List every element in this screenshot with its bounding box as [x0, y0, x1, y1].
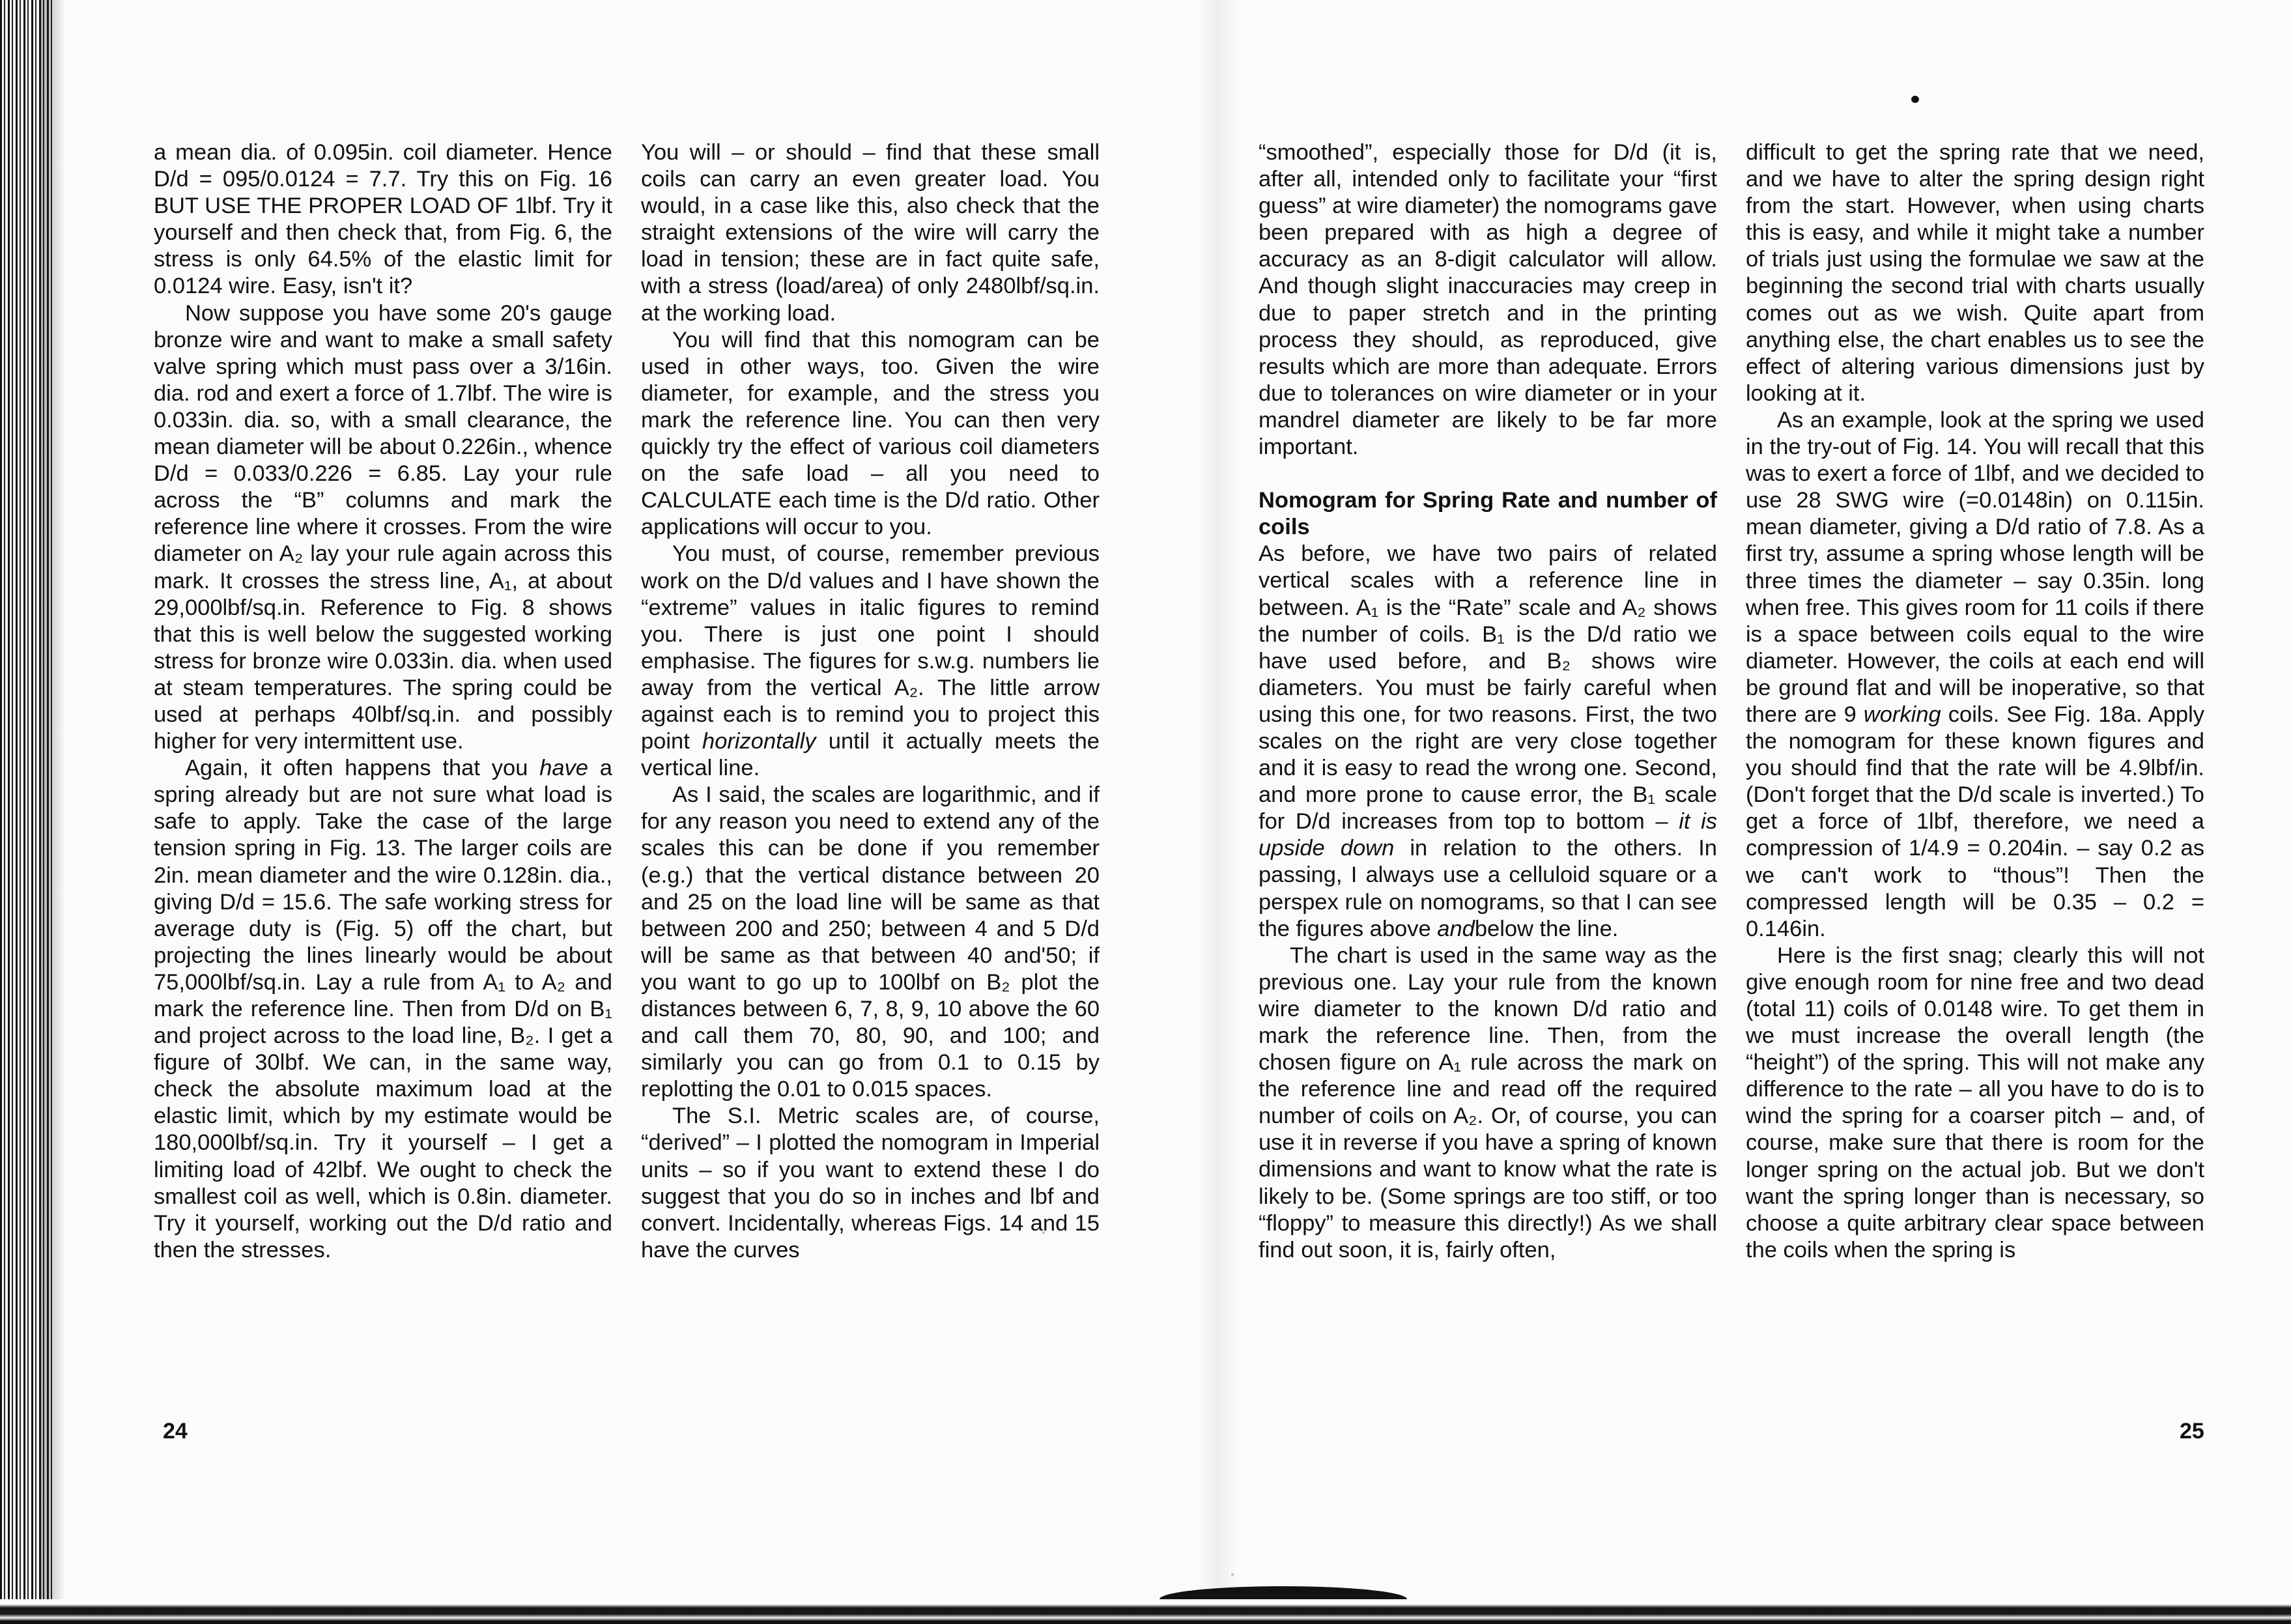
- text-run: As an example, look at the spring we used in the try-out of Fig. 14. You will recall that this was to exert a force of 1lbf, and we decided to use 28 SWG wire (=0.0148in) on 0.115in. mean diameter, giving a D/d ratio of 7.8. As a first try, assume a spring whose length will be three times the diameter – say 0.35in. long when free. This gives room for 11 coils if there is a space between coils equal to the wire diameter. However, the coils at each end will be ground flat and will be inoperative, so that there are 9: [1746, 407, 2204, 727]
- text-run: below the line.: [1474, 916, 1619, 941]
- text-run: You must, of course, remember previous work on the D/d values and I have shown the “extreme” values in italic figures to remind you. There is just one point I should emphasise. The figures for s.w.g. numbers lie away from the vertical A₂. The little arrow against each is to remind you to project this point: [641, 541, 1100, 754]
- italic-text: horizontally: [702, 729, 816, 754]
- ink-dot: [1911, 96, 1919, 103]
- text-run: a spring already but are not sure what load is safe to apply. Take the case of the large tension spring in Fig. 13. The larger coils are 2in. mean diameter and the wire 0.128in. dia., giving D/d = 15.6. The safe working stress for average duty is (Fig. 5) off the chart, but projecting the lines linearly would be about 75,000lbf/sq.in. Lay a rule from A₁ to A₂ and mark the reference line. Then from D/d on B₁ and project across to the load line, B₂. I get a figure of 30lbf. We can, in the same way, check the absolute maximum load at the elastic limit, which by my estimate would be 180,000lbf/sq.in. Try it yourself – I get a limiting load of 42lbf. We ought to check the smallest coil as well, which is 0.8in. diameter. Try it yourself, working out the D/d ratio and then the stresses.: [154, 756, 612, 1262]
- paragraph: “smoothed”, especially those for D/d (it is, after all, intended only to facilitate your “first guess” at wire diameter) the nomograms gave been prepared with as high a degree of accuracy as an 8-digit calculator will allow. And though slight inaccuracies may creep in due to paper stretch and in the printing process they should, as reproduced, give results which are more than adequate. Errors due to tolerances on wire diameter or in your mandrel diameter are likely to be far more important.: [1259, 140, 1717, 460]
- text-run: in relation to the others. In passing, I always use a celluloid square or a perspex rule on nomograms, so that I can see the figures above: [1259, 836, 1717, 941]
- paragraph: [641, 541, 1100, 782]
- italic-text: and: [1437, 916, 1475, 941]
- right-page-column-2: [1746, 139, 2204, 1264]
- paragraph: [154, 755, 612, 1264]
- left-page-column-1: [154, 139, 612, 1264]
- paragraph: As I said, the scales are logarithmic, and if for any reason you need to extend any of the scales this can be done if you remember (e.g.) that the vertical distance between 20 and 25 on the load line will be same as that between 200 and 250; between 4 and 5 D/d will be same as that between 40 and'50; if you want to go up to 100lbf on B₂ plot the distances between 6, 7, 8, 9, 10 above the 60 and call them 70, 80, 90, and 100; and similarly you can go from 0.1 to 0.15 by replotting the 0.01 to 0.015 spaces.: [641, 782, 1100, 1102]
- book-bottom-edge: [0, 1599, 2291, 1624]
- paragraph: Now suppose you have some 20's gauge bronze wire and want to make a small safety valve spring which must pass over a 3/16in. dia. rod and exert a force of 1.7lbf. The wire is 0.033in. dia. so, with a small clearance, the mean diameter will be about 0.226in., whence D/d = 0.033/0.226 = 6.85. Lay your rule across the “B” columns and mark the reference line where it crosses. From the wire diameter on A₂ lay your rule again across this mark. It crosses the stress line, A₁, at about 29,000lbf/sq.in. Reference to Fig. 8 shows that this is well below the suggested working stress for bronze wire 0.033in. dia. when used at steam temperatures. The spring could be used at perhaps 40lbf/sq.in. and possibly higher for very intermittent use.: [154, 300, 612, 754]
- paragraph: The chart is used in the same way as the previous one. Lay your rule from the known wire diameter to the known D/d ratio and mark the reference line. Then, from the chosen figure on A₁ rule across the mark on the reference line and read off the required number of coils on A₂. Or, of course, you can use it in reverse if you have a spring of known dimensions and want to know what the rate is likely to be. (Some springs are too stiff, or too “floppy” to measure this directly!) As we shall find out soon, it is, fairly often,: [1259, 943, 1717, 1262]
- paper-speck: [1231, 1573, 1234, 1576]
- paragraph: You will – or should – find that these small coils can carry an even greater load. You would, in a case like this, also check that the straight extensions of the wire will carry the load in tension; these are in fact quite safe, with a stress (load/area) of only 2480lbf/sq.in. at the working load.: [641, 140, 1100, 326]
- left-page-column-2: [641, 139, 1100, 1264]
- binding-shadow: [39, 0, 65, 1624]
- paragraph: [1259, 541, 1717, 942]
- italic-text: working: [1863, 702, 1941, 727]
- right-page-column-1: [1259, 139, 1717, 1264]
- paragraph: Here is the first snag; clearly this will not give enough room for nine free and two dead (total 11) coils of 0.0148 wire. To get them in we must increase the overall length (the “height”) of the spring. This will not make any difference to the rate – all you have to do is to wind the spring for a coarser pitch – and, of course, make sure that there is room for the longer spring on the actual job. But we don't want the spring longer than is necessary, so choose a quite arbitrary clear space between the coils when the spring is: [1746, 943, 2204, 1262]
- page-number-left: 24: [163, 1419, 188, 1444]
- italic-text: have: [539, 756, 588, 781]
- paragraph: The S.I. Metric scales are, of course, “derived” – I plotted the nomogram in Imperial units – so if you want to extend these I do suggest that you do so in inches and lbf and convert. Incidentally, whereas Figs. 14 and 15 have the curves: [641, 1104, 1100, 1262]
- text-run: Again, it often happens that you: [185, 756, 540, 781]
- paragraph: You will find that this nomogram can be used in other ways, too. Given the wire diameter, for example, and the stress you mark the reference line. You can then very quickly try the effect of various coil diameters on the safe load – all you need to CALCULATE each time is the D/d ratio. Other applications will occur to you.: [641, 327, 1100, 540]
- text-run: coils. See Fig. 18a. Apply the nomogram for these known figures and you should find that the rate will be 4.9lbf/in. (Don't forget that the D/d scale is inverted.) To get a force of 1lbf, therefore, we need a compression of 1/4.9 = 0.204in. – say 0.2 as we can't work to “thous”! Then the compressed length will be 0.35 – 0.2 = 0.146in.: [1746, 702, 2204, 941]
- paragraph: [1746, 407, 2204, 943]
- paragraph: a mean dia. of 0.095in. coil diameter. Hence D/d = 095/0.0124 = 7.7. Try this on Fig. 16 BUT USE THE PROPER LOAD OF 1lbf. Try it yourself and then check that, from Fig. 6, the stress is only 64.5% of the elastic limit for 0.0124 wire. Easy, isn't it?: [154, 140, 612, 299]
- section-heading: Nomogram for Spring Rate and number of coils: [1259, 488, 1717, 540]
- gutter-shadow: [1199, 0, 1238, 1589]
- page-number-right: 25: [2180, 1419, 2204, 1444]
- paragraph: difficult to get the spring rate that we need, and we have to alter the spring design right from the start. However, when using charts this is easy, and while it might take a number of trials just using the formulae we saw at the beginning the second trial with charts usually comes out as we wish. Quite apart from anything else, the chart enables us to see the effect of altering various dimensions just by looking at it.: [1746, 140, 2204, 406]
- text-run: As before, we have two pairs of related vertical scales with a reference line in between. A₁ is the “Rate” scale and A₂ shows the number of coils. B₁ is the D/d ratio we have used before, and B₂ shows wire diameters. You must be fairly careful when using this one, for two reasons. First, the two scales on the right are very close together and it is easy to read the wrong one. Second, and more prone to cause error, the B₁ scale for D/d increases from top to bottom –: [1259, 541, 1717, 834]
- text-run: until it actually meets the vertical line.: [641, 729, 1100, 781]
- italic-text: it is upside down: [1259, 809, 1717, 861]
